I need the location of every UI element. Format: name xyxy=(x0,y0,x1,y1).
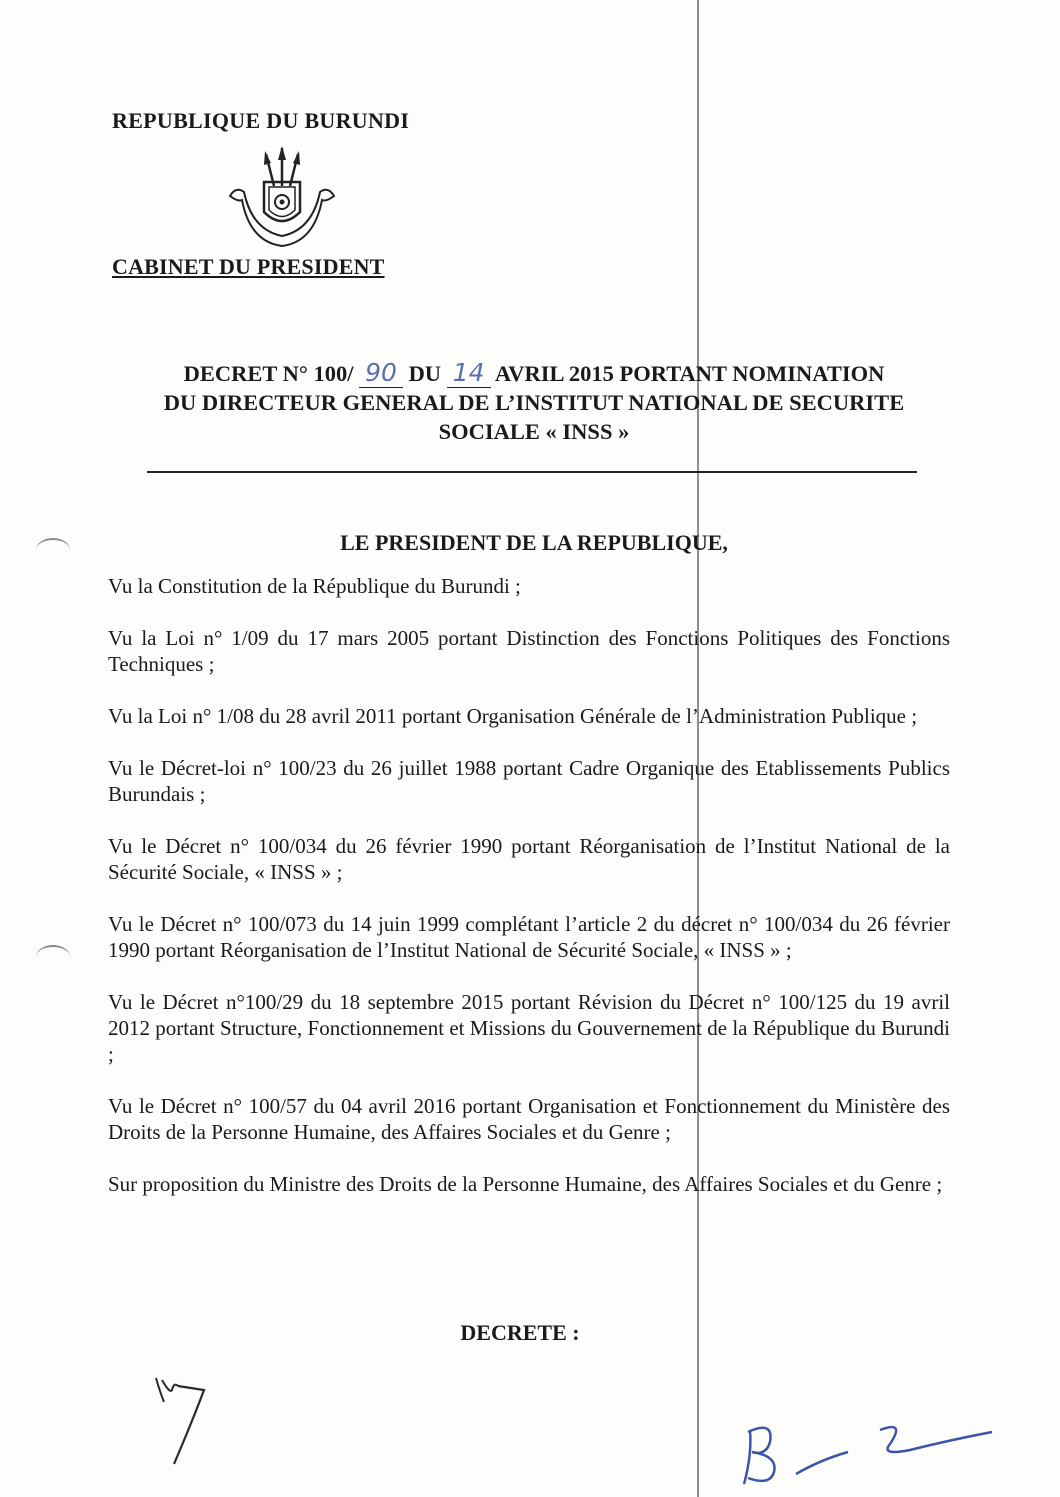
decree-title-line-2: DU DIRECTEUR GENERAL DE L’INSTITUT NATIONAL DE SECURITE xyxy=(163,390,905,415)
decree-number-handwritten: 90 xyxy=(359,358,403,388)
decrete-heading: DECRETE : xyxy=(460,1320,580,1345)
decree-date-prefix: DU xyxy=(408,361,442,386)
coat-of-arms-emblem xyxy=(222,146,342,256)
decree-title-line-3: SOCIALE « INSS » xyxy=(438,419,630,444)
signature xyxy=(730,1400,1000,1490)
title-divider xyxy=(147,471,917,473)
preamble-paragraph: Vu le Décret n° 100/073 du 14 juin 1999 complétant l’article 2 du décret n° 100/034 du 26 février 1990 portant Réorganisation de l’Institut National de Sécurité Sociale, « INSS » ; xyxy=(108,912,950,962)
punch-hole-bottom xyxy=(36,945,70,969)
preamble-heading: LE PRESIDENT DE LA REPUBLIQUE, xyxy=(340,530,728,555)
office-heading: CABINET DU PRESIDENT xyxy=(112,254,385,279)
punch-hole-top xyxy=(36,538,70,562)
decree-title xyxy=(110,358,958,446)
preamble-paragraph: Vu le Décret-loi n° 100/23 du 26 juillet 1988 portant Cadre Organique des Etablissements Publics Burundais ; xyxy=(108,756,950,806)
decree-day-handwritten: 14 xyxy=(447,358,491,388)
preamble-paragraph: Vu le Décret n° 100/034 du 26 février 1990 portant Réorganisation de l’Institut National de la Sécurité Sociale, « INSS » ; xyxy=(108,834,950,884)
preamble-paragraph: Vu le Décret n°100/29 du 18 septembre 2015 portant Révision du Décret n° 100/125 du 19 avril 2012 portant Structure, Fonctionnement et Missions du Gouvernement de la République du Burundi ; xyxy=(108,990,950,1066)
decree-number-prefix: DECRET N° 100/ xyxy=(183,361,354,386)
country-heading: REPUBLIQUE DU BURUNDI xyxy=(112,108,410,133)
preamble-paragraph: Vu la Loi n° 1/09 du 17 mars 2005 portant Distinction des Fonctions Politiques des Fonctions Techniques ; xyxy=(108,626,950,676)
preamble-paragraph: Vu la Loi n° 1/08 du 28 avril 2011 portant Organisation Générale de l’Administration Publique ; xyxy=(108,704,918,728)
preamble-paragraph: Vu la Constitution de la République du Burundi ; xyxy=(108,574,521,598)
decree-title-line-1 xyxy=(110,358,958,388)
initials-mark xyxy=(148,1372,218,1472)
preamble-body xyxy=(108,573,950,1223)
decree-title-rest: AVRIL 2015 PORTANT NOMINATION xyxy=(494,361,885,386)
preamble-paragraph: Vu le Décret n° 100/57 du 04 avril 2016 portant Organisation et Fonctionnement du Ministère des Droits de la Personne Humaine, des Affaires Sociales et du Genre ; xyxy=(108,1094,950,1144)
preamble-paragraph: Sur proposition du Ministre des Droits de la Personne Humaine, des Affaires Sociales et du Genre ; xyxy=(108,1172,943,1196)
